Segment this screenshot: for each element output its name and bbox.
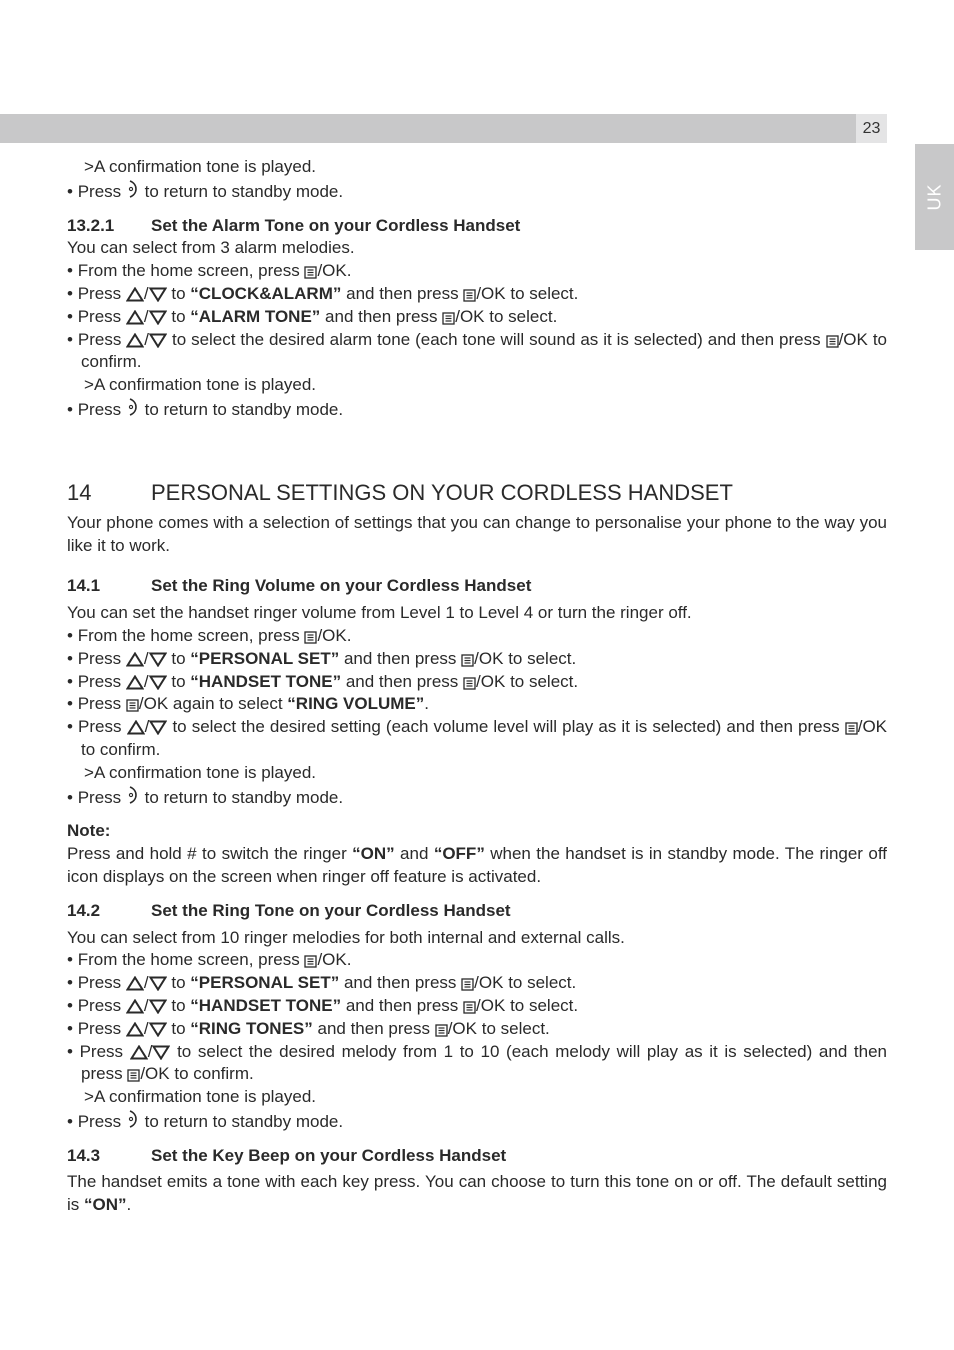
end-call-icon <box>127 179 139 199</box>
down-arrow-icon <box>149 976 167 991</box>
list-item: • Press / to select the desired melody from 1 to 10 (each melody will play as it is selected) and then press /OK to confirm. <box>67 1041 887 1087</box>
list-item: • From the home screen, press /OK. <box>67 625 887 648</box>
end-call-icon <box>127 397 139 417</box>
menu-icon <box>304 955 317 968</box>
down-arrow-icon <box>152 1045 170 1060</box>
down-arrow-icon <box>149 675 167 690</box>
up-arrow-icon <box>126 675 144 690</box>
note-label: Note: <box>67 821 111 841</box>
paragraph: You can select from 10 ringer melodies for both internal and external calls. <box>67 927 625 947</box>
down-arrow-icon <box>149 652 167 667</box>
up-arrow-icon <box>126 310 144 325</box>
menu-icon <box>463 289 476 302</box>
list-item: • Press / to select the desired setting (each volume level will play as it is selected) and then press /OK to confirm. <box>67 716 887 762</box>
up-arrow-icon <box>126 1022 144 1037</box>
down-arrow-icon <box>149 287 167 302</box>
side-tab <box>915 144 954 250</box>
down-arrow-icon <box>149 720 167 735</box>
up-arrow-icon <box>126 652 144 667</box>
menu-icon <box>304 631 317 644</box>
list-item: • Press / to “PERSONAL SET” and then press /OK to select. <box>67 648 887 671</box>
list-item: • Press /OK again to select “RING VOLUME”. <box>67 693 887 716</box>
end-call-icon <box>127 1109 139 1129</box>
list-item: • Press / to select the desired alarm tone (each tone will sound as it is selected) and then press /OK to confirm. <box>67 329 887 375</box>
menu-icon <box>845 722 858 735</box>
confirmation-line: >A confirmation tone is played. <box>84 1087 317 1107</box>
up-arrow-icon <box>126 287 144 302</box>
list-item: • Press / to “HANDSET TONE” and then press /OK to select. <box>67 671 887 694</box>
menu-icon <box>127 1069 140 1082</box>
confirmation-line: >A confirmation tone is played. <box>84 762 317 782</box>
menu-icon <box>442 312 455 325</box>
up-arrow-icon <box>130 1045 148 1060</box>
list-item: • Press / to “ALARM TONE” and then press /OK to select. <box>67 306 887 329</box>
up-arrow-icon <box>126 976 144 991</box>
list-item: • From the home screen, press /OK. <box>67 949 887 972</box>
list-item: • From the home screen, press /OK. <box>67 260 887 283</box>
menu-icon <box>461 654 474 667</box>
section-heading: 14 PERSONAL SETTINGS ON YOUR CORDLESS HANDSET <box>67 479 733 505</box>
list-item: • Press to return to standby mode. <box>67 179 887 204</box>
side-tab-label: UK <box>924 183 944 211</box>
down-arrow-icon <box>149 1022 167 1037</box>
paragraph: You can set the handset ringer volume from Level 1 to Level 4 or turn the ringer off. <box>67 603 692 623</box>
menu-icon <box>461 978 474 991</box>
up-arrow-icon <box>127 720 145 735</box>
list-item: • Press to return to standby mode. <box>67 785 887 810</box>
down-arrow-icon <box>149 310 167 325</box>
list-item: • Press / to “RING TONES” and then press /OK to select. <box>67 1018 887 1041</box>
up-arrow-icon <box>126 999 144 1014</box>
down-arrow-icon <box>149 999 167 1014</box>
menu-icon <box>304 266 317 279</box>
up-arrow-icon <box>126 333 144 348</box>
subsection-heading: 14.3 Set the Key Beep on your Cordless Handset <box>67 1145 507 1165</box>
list-item: • Press / to “PERSONAL SET” and then press /OK to select. <box>67 972 887 995</box>
confirmation-line: >A confirmation tone is played. <box>84 375 317 395</box>
document-content <box>67 156 887 1217</box>
down-arrow-icon <box>149 333 167 348</box>
subsection-heading: 14.1 Set the Ring Volume on your Cordless Handset <box>67 576 532 596</box>
header-bar <box>0 114 856 143</box>
list-item: • Press to return to standby mode. <box>67 1109 887 1134</box>
menu-icon <box>435 1024 448 1037</box>
list-item: • Press / to “CLOCK&ALARM” and then press /OK to select. <box>67 283 887 306</box>
subsection-heading: 13.2.1 Set the Alarm Tone on your Cordless Handset <box>67 215 521 235</box>
confirmation-line: >A confirmation tone is played. <box>84 157 317 176</box>
menu-icon <box>826 335 839 348</box>
paragraph: You can select from 3 alarm melodies. <box>67 238 355 258</box>
note-text: Press and hold # to switch the ringer “ON” and “OFF” when the handset is in standby mode. The ringer off icon displays on the screen when ringer off feature is activated. <box>67 844 887 886</box>
menu-icon <box>463 677 476 690</box>
list-item: • Press / to “HANDSET TONE” and then press /OK to select. <box>67 995 887 1018</box>
paragraph: Your phone comes with a selection of settings that you can change to personalise your phone to the way you like it to work. <box>67 512 887 555</box>
menu-icon <box>463 1001 476 1014</box>
page-number: 23 <box>856 114 887 143</box>
paragraph: The handset emits a tone with each key press. You can choose to turn this tone on or off. The default setting is “ON”. <box>67 1172 887 1215</box>
subsection-heading: 14.2 Set the Ring Tone on your Cordless Handset <box>67 900 511 920</box>
menu-icon <box>126 699 139 712</box>
end-call-icon <box>127 785 139 805</box>
list-item: • Press to return to standby mode. <box>67 397 887 422</box>
